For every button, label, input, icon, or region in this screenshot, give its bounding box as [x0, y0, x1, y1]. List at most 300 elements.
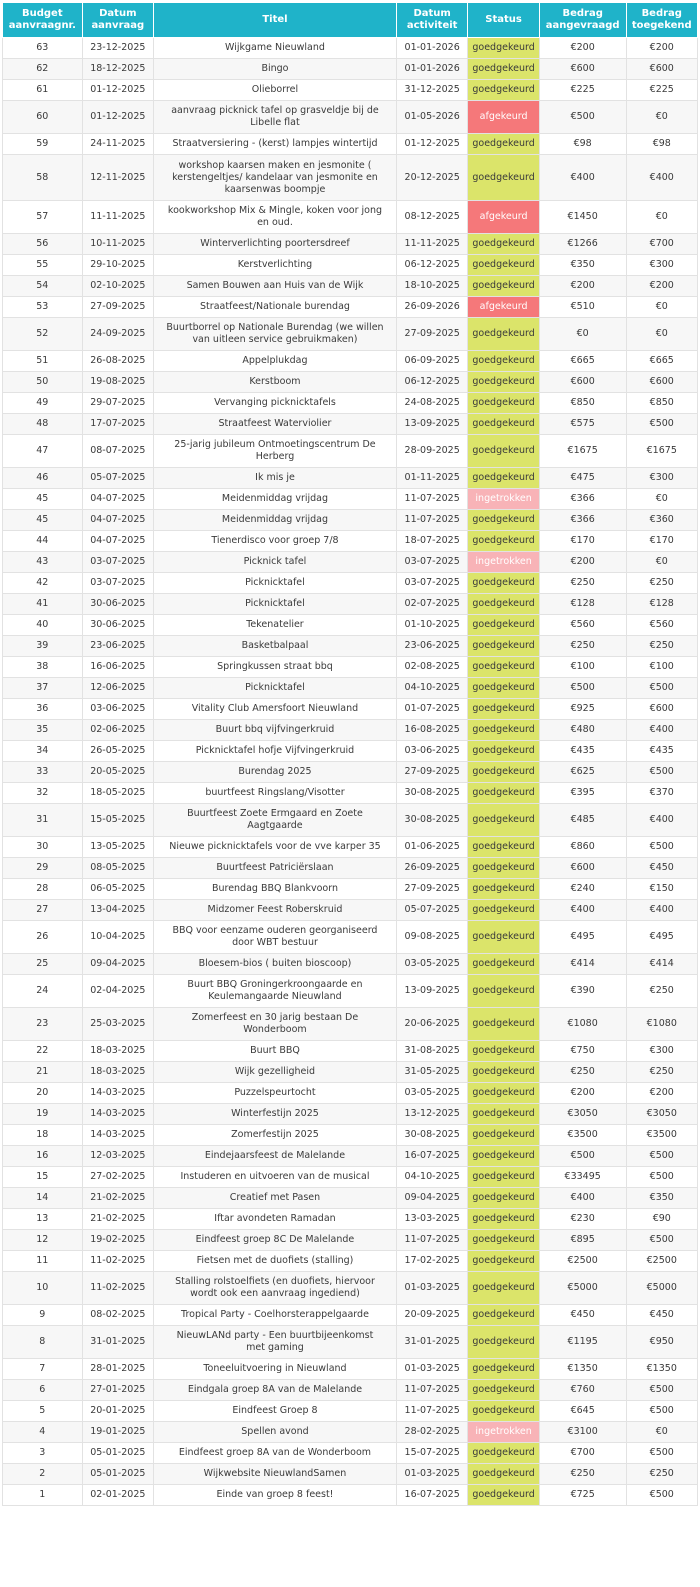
table-row[interactable]: [3, 921, 698, 954]
status-badge: goedgekeurd: [468, 900, 539, 921]
table-row[interactable]: [3, 1443, 698, 1464]
cell-datum-activiteit: 31-12-2025: [396, 80, 467, 101]
cell-datum-aanvraag: 14-03-2025: [82, 1104, 153, 1125]
cell-bedrag-aangevraagd: €128: [539, 594, 626, 615]
status-badge: goedgekeurd: [468, 879, 539, 900]
cell-bedrag-aangevraagd: €250: [539, 1062, 626, 1083]
cell-datum-activiteit: 18-10-2025: [396, 276, 467, 297]
cell-bedrag-aangevraagd: €925: [539, 699, 626, 720]
cell-datum-activiteit: 03-07-2025: [396, 552, 467, 573]
table-row[interactable]: [3, 134, 698, 155]
cell-bedrag-aangevraagd: €395: [539, 783, 626, 804]
cell-titel: Eindgala groep 8A van de Malelande: [154, 1380, 397, 1401]
table-row[interactable]: [3, 720, 698, 741]
cell-datum-activiteit: 23-06-2025: [396, 636, 467, 657]
cell-bedrag-toegekend: €500: [626, 1167, 697, 1188]
status-badge: goedgekeurd: [468, 468, 539, 489]
header-titel[interactable]: Titel: [154, 3, 397, 38]
cell-datum-activiteit: 05-07-2025: [396, 900, 467, 921]
cell-budget-nr: 39: [3, 636, 83, 657]
cell-bedrag-aangevraagd: €600: [539, 59, 626, 80]
table-row[interactable]: [3, 636, 698, 657]
cell-titel: Basketbalpaal: [154, 636, 397, 657]
cell-datum-aanvraag: 26-05-2025: [82, 741, 153, 762]
table-row[interactable]: [3, 762, 698, 783]
header-datum-activiteit[interactable]: Datum activiteit: [396, 3, 467, 38]
cell-titel: Burendag BBQ Blankvoorn: [154, 879, 397, 900]
table-row[interactable]: [3, 1062, 698, 1083]
cell-datum-aanvraag: 11-02-2025: [82, 1251, 153, 1272]
table-row[interactable]: [3, 510, 698, 531]
cell-datum-aanvraag: 26-08-2025: [82, 351, 153, 372]
cell-datum-aanvraag: 18-05-2025: [82, 783, 153, 804]
table-row[interactable]: [3, 372, 698, 393]
cell-titel: Fietsen met de duofiets (stalling): [154, 1251, 397, 1272]
status-badge: afgekeurd: [468, 201, 539, 234]
cell-budget-nr: 60: [3, 101, 83, 134]
table-row[interactable]: [3, 1104, 698, 1125]
cell-datum-activiteit: 30-08-2025: [396, 804, 467, 837]
cell-datum-activiteit: 03-05-2025: [396, 954, 467, 975]
cell-bedrag-toegekend: €90: [626, 1209, 697, 1230]
cell-titel: Picknicktafel: [154, 678, 397, 699]
cell-titel: Appelplukdag: [154, 351, 397, 372]
table-row[interactable]: [3, 1083, 698, 1104]
cell-datum-aanvraag: 03-07-2025: [82, 552, 153, 573]
table-row[interactable]: [3, 594, 698, 615]
cell-datum-activiteit: 09-04-2025: [396, 1188, 467, 1209]
cell-budget-nr: 5: [3, 1401, 83, 1422]
cell-bedrag-toegekend: €400: [626, 155, 697, 201]
cell-budget-nr: 43: [3, 552, 83, 573]
cell-bedrag-toegekend: €500: [626, 837, 697, 858]
cell-datum-activiteit: 31-05-2025: [396, 1062, 467, 1083]
header-status[interactable]: Status: [468, 3, 539, 38]
cell-bedrag-toegekend: €0: [626, 489, 697, 510]
status-badge: goedgekeurd: [468, 1146, 539, 1167]
table-row[interactable]: [3, 741, 698, 762]
status-badge: goedgekeurd: [468, 921, 539, 954]
table-row[interactable]: [3, 954, 698, 975]
status-badge: goedgekeurd: [468, 657, 539, 678]
cell-bedrag-toegekend: €250: [626, 975, 697, 1008]
cell-titel: Meidenmiddag vrijdag: [154, 489, 397, 510]
cell-datum-activiteit: 09-08-2025: [396, 921, 467, 954]
cell-budget-nr: 8: [3, 1326, 83, 1359]
cell-titel: Kerstverlichting: [154, 255, 397, 276]
cell-datum-aanvraag: 02-06-2025: [82, 720, 153, 741]
cell-budget-nr: 29: [3, 858, 83, 879]
table-row[interactable]: [3, 1188, 698, 1209]
cell-bedrag-toegekend: €414: [626, 954, 697, 975]
table-row[interactable]: [3, 1401, 698, 1422]
cell-datum-activiteit: 20-09-2025: [396, 1305, 467, 1326]
table-row[interactable]: [3, 1008, 698, 1041]
cell-datum-aanvraag: 04-07-2025: [82, 489, 153, 510]
cell-datum-aanvraag: 30-06-2025: [82, 594, 153, 615]
status-badge: goedgekeurd: [468, 1401, 539, 1422]
table-row[interactable]: [3, 699, 698, 720]
cell-datum-activiteit: 31-08-2025: [396, 1041, 467, 1062]
cell-bedrag-aangevraagd: €366: [539, 510, 626, 531]
table-row[interactable]: [3, 234, 698, 255]
cell-bedrag-toegekend: €500: [626, 1146, 697, 1167]
cell-budget-nr: 44: [3, 531, 83, 552]
cell-datum-activiteit: 13-03-2025: [396, 1209, 467, 1230]
cell-titel: Wijk gezelligheid: [154, 1062, 397, 1083]
cell-budget-nr: 46: [3, 468, 83, 489]
table-row[interactable]: [3, 1380, 698, 1401]
table-row[interactable]: [3, 38, 698, 59]
cell-bedrag-toegekend: €128: [626, 594, 697, 615]
cell-budget-nr: 55: [3, 255, 83, 276]
cell-bedrag-toegekend: €1675: [626, 435, 697, 468]
cell-titel: Einde van groep 8 feest!: [154, 1485, 397, 1506]
cell-budget-nr: 37: [3, 678, 83, 699]
cell-datum-aanvraag: 02-04-2025: [82, 975, 153, 1008]
cell-datum-aanvraag: 19-08-2025: [82, 372, 153, 393]
status-badge: goedgekeurd: [468, 1272, 539, 1305]
table-row[interactable]: [3, 573, 698, 594]
cell-datum-aanvraag: 02-01-2025: [82, 1485, 153, 1506]
cell-titel: Toneeluitvoering in Nieuwland: [154, 1359, 397, 1380]
cell-bedrag-aangevraagd: €665: [539, 351, 626, 372]
status-badge: goedgekeurd: [468, 1230, 539, 1251]
cell-bedrag-aangevraagd: €1350: [539, 1359, 626, 1380]
cell-titel: Straatfeest/Nationale burendag: [154, 297, 397, 318]
cell-bedrag-toegekend: €98: [626, 134, 697, 155]
cell-bedrag-aangevraagd: €0: [539, 318, 626, 351]
cell-datum-activiteit: 13-09-2025: [396, 414, 467, 435]
table-row[interactable]: [3, 1305, 698, 1326]
cell-budget-nr: 22: [3, 1041, 83, 1062]
cell-titel: Winterverlichting poortersdreef: [154, 234, 397, 255]
table-row[interactable]: [3, 858, 698, 879]
cell-bedrag-toegekend: €0: [626, 552, 697, 573]
cell-bedrag-toegekend: €400: [626, 720, 697, 741]
cell-bedrag-aangevraagd: €1450: [539, 201, 626, 234]
table-row[interactable]: [3, 414, 698, 435]
status-badge: goedgekeurd: [468, 59, 539, 80]
cell-bedrag-toegekend: €950: [626, 1326, 697, 1359]
table-row[interactable]: [3, 1272, 698, 1305]
status-badge: goedgekeurd: [468, 573, 539, 594]
cell-bedrag-toegekend: €0: [626, 101, 697, 134]
cell-datum-aanvraag: 24-09-2025: [82, 318, 153, 351]
cell-bedrag-toegekend: €560: [626, 615, 697, 636]
header-datum-aanvraag[interactable]: Datum aanvraag: [82, 3, 153, 38]
cell-budget-nr: 27: [3, 900, 83, 921]
cell-titel: Buurt BBQ: [154, 1041, 397, 1062]
status-badge: goedgekeurd: [468, 594, 539, 615]
cell-datum-aanvraag: 09-04-2025: [82, 954, 153, 975]
cell-bedrag-toegekend: €600: [626, 372, 697, 393]
cell-bedrag-aangevraagd: €240: [539, 879, 626, 900]
cell-bedrag-toegekend: €1080: [626, 1008, 697, 1041]
cell-titel: Puzzelspeurtocht: [154, 1083, 397, 1104]
cell-titel: Tropical Party - Coelhorsterappelgaarde: [154, 1305, 397, 1326]
table-row[interactable]: [3, 101, 698, 134]
cell-bedrag-toegekend: €500: [626, 1380, 697, 1401]
status-badge: goedgekeurd: [468, 435, 539, 468]
table-row[interactable]: [3, 297, 698, 318]
table-row[interactable]: [3, 1167, 698, 1188]
table-row[interactable]: [3, 255, 698, 276]
cell-bedrag-aangevraagd: €250: [539, 1464, 626, 1485]
cell-budget-nr: 61: [3, 80, 83, 101]
table-row[interactable]: [3, 155, 698, 201]
status-badge: goedgekeurd: [468, 318, 539, 351]
table-row[interactable]: [3, 393, 698, 414]
table-row[interactable]: [3, 975, 698, 1008]
cell-titel: Buurtfeest Patriciërslaan: [154, 858, 397, 879]
cell-datum-aanvraag: 02-10-2025: [82, 276, 153, 297]
table-row[interactable]: [3, 615, 698, 636]
table-row[interactable]: [3, 783, 698, 804]
cell-bedrag-aangevraagd: €575: [539, 414, 626, 435]
cell-budget-nr: 11: [3, 1251, 83, 1272]
status-badge: goedgekeurd: [468, 1209, 539, 1230]
status-badge: goedgekeurd: [468, 393, 539, 414]
cell-bedrag-toegekend: €250: [626, 573, 697, 594]
cell-budget-nr: 52: [3, 318, 83, 351]
table-row[interactable]: [3, 201, 698, 234]
cell-titel: Eindfeest Groep 8: [154, 1401, 397, 1422]
cell-bedrag-toegekend: €100: [626, 657, 697, 678]
cell-bedrag-toegekend: €450: [626, 1305, 697, 1326]
cell-datum-aanvraag: 27-09-2025: [82, 297, 153, 318]
cell-budget-nr: 24: [3, 975, 83, 1008]
table-row[interactable]: [3, 59, 698, 80]
status-badge: goedgekeurd: [468, 1062, 539, 1083]
cell-budget-nr: 19: [3, 1104, 83, 1125]
cell-datum-aanvraag: 12-06-2025: [82, 678, 153, 699]
cell-titel: BBQ voor eenzame ouderen georganiseerd door WBT bestuur: [154, 921, 397, 954]
cell-bedrag-aangevraagd: €510: [539, 297, 626, 318]
status-badge: goedgekeurd: [468, 741, 539, 762]
header-budget-nr[interactable]: Budget aanvraagnr.: [3, 3, 83, 38]
cell-datum-activiteit: 15-07-2025: [396, 1443, 467, 1464]
cell-datum-aanvraag: 17-07-2025: [82, 414, 153, 435]
table-row[interactable]: [3, 1230, 698, 1251]
cell-budget-nr: 4: [3, 1422, 83, 1443]
cell-titel: Zomerfestijn 2025: [154, 1125, 397, 1146]
cell-datum-activiteit: 01-01-2026: [396, 59, 467, 80]
cell-titel: Vervanging picknicktafels: [154, 393, 397, 414]
cell-datum-aanvraag: 12-11-2025: [82, 155, 153, 201]
cell-datum-aanvraag: 05-07-2025: [82, 468, 153, 489]
cell-titel: Picknicktafel: [154, 573, 397, 594]
cell-bedrag-toegekend: €0: [626, 318, 697, 351]
cell-titel: Bloesem-bios ( buiten bioscoop): [154, 954, 397, 975]
table-row[interactable]: [3, 552, 698, 573]
status-badge: goedgekeurd: [468, 1485, 539, 1506]
cell-datum-activiteit: 27-09-2025: [396, 318, 467, 351]
cell-budget-nr: 31: [3, 804, 83, 837]
cell-bedrag-toegekend: €0: [626, 201, 697, 234]
table-row[interactable]: [3, 837, 698, 858]
cell-bedrag-aangevraagd: €475: [539, 468, 626, 489]
table-row[interactable]: [3, 80, 698, 101]
status-badge: goedgekeurd: [468, 1104, 539, 1125]
cell-bedrag-toegekend: €495: [626, 921, 697, 954]
cell-bedrag-toegekend: €200: [626, 38, 697, 59]
status-badge: goedgekeurd: [468, 38, 539, 59]
status-badge: goedgekeurd: [468, 954, 539, 975]
table-row[interactable]: [3, 276, 698, 297]
cell-datum-aanvraag: 14-03-2025: [82, 1125, 153, 1146]
cell-bedrag-toegekend: €300: [626, 1041, 697, 1062]
cell-datum-aanvraag: 18-12-2025: [82, 59, 153, 80]
table-row[interactable]: [3, 1251, 698, 1272]
cell-budget-nr: 63: [3, 38, 83, 59]
cell-datum-aanvraag: 04-07-2025: [82, 531, 153, 552]
cell-datum-aanvraag: 08-07-2025: [82, 435, 153, 468]
cell-titel: Burendag 2025: [154, 762, 397, 783]
cell-bedrag-aangevraagd: €600: [539, 372, 626, 393]
table-row[interactable]: [3, 1326, 698, 1359]
cell-budget-nr: 56: [3, 234, 83, 255]
table-row[interactable]: [3, 1209, 698, 1230]
cell-budget-nr: 32: [3, 783, 83, 804]
table-row[interactable]: [3, 1146, 698, 1167]
table-row[interactable]: [3, 351, 698, 372]
cell-bedrag-toegekend: €250: [626, 636, 697, 657]
cell-bedrag-aangevraagd: €400: [539, 900, 626, 921]
cell-bedrag-toegekend: €500: [626, 762, 697, 783]
cell-bedrag-toegekend: €300: [626, 468, 697, 489]
status-badge: goedgekeurd: [468, 1326, 539, 1359]
cell-datum-aanvraag: 14-03-2025: [82, 1083, 153, 1104]
table-row[interactable]: [3, 1041, 698, 1062]
table-row[interactable]: [3, 1464, 698, 1485]
table-row[interactable]: [3, 531, 698, 552]
table-row[interactable]: [3, 900, 698, 921]
cell-bedrag-aangevraagd: €100: [539, 657, 626, 678]
cell-datum-activiteit: 20-06-2025: [396, 1008, 467, 1041]
cell-titel: Stalling rolstoelfiets (en duofiets, hiervoor wordt ook een aanvraag ingediend): [154, 1272, 397, 1305]
cell-datum-aanvraag: 01-12-2025: [82, 101, 153, 134]
cell-datum-activiteit: 06-12-2025: [396, 372, 467, 393]
table-row[interactable]: [3, 1485, 698, 1506]
table-row[interactable]: [3, 489, 698, 510]
status-badge: goedgekeurd: [468, 1464, 539, 1485]
table-row[interactable]: [3, 879, 698, 900]
cell-bedrag-aangevraagd: €33495: [539, 1167, 626, 1188]
cell-bedrag-aangevraagd: €485: [539, 804, 626, 837]
table-row[interactable]: [3, 468, 698, 489]
cell-datum-aanvraag: 29-07-2025: [82, 393, 153, 414]
cell-datum-activiteit: 01-03-2025: [396, 1464, 467, 1485]
cell-titel: Winterfestijn 2025: [154, 1104, 397, 1125]
cell-bedrag-aangevraagd: €366: [539, 489, 626, 510]
status-badge: afgekeurd: [468, 101, 539, 134]
status-badge: goedgekeurd: [468, 762, 539, 783]
cell-datum-aanvraag: 19-02-2025: [82, 1230, 153, 1251]
cell-bedrag-toegekend: €170: [626, 531, 697, 552]
cell-titel: Iftar avondeten Ramadan: [154, 1209, 397, 1230]
cell-datum-aanvraag: 16-06-2025: [82, 657, 153, 678]
status-badge: goedgekeurd: [468, 80, 539, 101]
cell-datum-aanvraag: 10-11-2025: [82, 234, 153, 255]
cell-datum-aanvraag: 18-03-2025: [82, 1041, 153, 1062]
table-row[interactable]: [3, 318, 698, 351]
cell-bedrag-aangevraagd: €750: [539, 1041, 626, 1062]
cell-bedrag-toegekend: €850: [626, 393, 697, 414]
status-badge: goedgekeurd: [468, 414, 539, 435]
cell-budget-nr: 1: [3, 1485, 83, 1506]
status-badge: goedgekeurd: [468, 510, 539, 531]
cell-bedrag-aangevraagd: €725: [539, 1485, 626, 1506]
cell-titel: Buurt bbq vijfvingerkruid: [154, 720, 397, 741]
table-row[interactable]: [3, 657, 698, 678]
cell-budget-nr: 16: [3, 1146, 83, 1167]
cell-titel: aanvraag picknick tafel op grasveldje bij de Libelle flat: [154, 101, 397, 134]
cell-datum-aanvraag: 19-01-2025: [82, 1422, 153, 1443]
table-row[interactable]: [3, 1359, 698, 1380]
status-badge: goedgekeurd: [468, 1125, 539, 1146]
status-badge: ingetrokken: [468, 489, 539, 510]
cell-titel: buurtfeest Ringslang/Visotter: [154, 783, 397, 804]
cell-datum-aanvraag: 03-07-2025: [82, 573, 153, 594]
cell-titel: Wijkwebsite NieuwlandSamen: [154, 1464, 397, 1485]
cell-titel: Picknicktafel hofje Vijfvingerkruid: [154, 741, 397, 762]
cell-bedrag-aangevraagd: €435: [539, 741, 626, 762]
cell-datum-activiteit: 17-02-2025: [396, 1251, 467, 1272]
cell-bedrag-aangevraagd: €860: [539, 837, 626, 858]
cell-datum-activiteit: 03-06-2025: [396, 741, 467, 762]
cell-datum-aanvraag: 23-12-2025: [82, 38, 153, 59]
cell-budget-nr: 33: [3, 762, 83, 783]
table-row[interactable]: [3, 678, 698, 699]
table-row[interactable]: [3, 1422, 698, 1443]
cell-datum-aanvraag: 24-11-2025: [82, 134, 153, 155]
cell-datum-activiteit: 26-09-2026: [396, 297, 467, 318]
table-row[interactable]: [3, 1125, 698, 1146]
cell-titel: Olieborrel: [154, 80, 397, 101]
cell-datum-aanvraag: 13-05-2025: [82, 837, 153, 858]
cell-datum-aanvraag: 30-06-2025: [82, 615, 153, 636]
table-row[interactable]: [3, 804, 698, 837]
status-badge: ingetrokken: [468, 552, 539, 573]
header-bedrag-toegekend[interactable]: Bedrag toegekend: [626, 3, 697, 38]
cell-titel: Bingo: [154, 59, 397, 80]
cell-bedrag-aangevraagd: €895: [539, 1230, 626, 1251]
cell-titel: Buurtfeest Zoete Ermgaard en Zoete Aagtgaarde: [154, 804, 397, 837]
cell-datum-activiteit: 06-12-2025: [396, 255, 467, 276]
cell-datum-activiteit: 01-05-2026: [396, 101, 467, 134]
table-row[interactable]: [3, 435, 698, 468]
status-badge: ingetrokken: [468, 1422, 539, 1443]
cell-bedrag-aangevraagd: €200: [539, 552, 626, 573]
cell-budget-nr: 28: [3, 879, 83, 900]
cell-titel: Spellen avond: [154, 1422, 397, 1443]
cell-budget-nr: 35: [3, 720, 83, 741]
status-badge: goedgekeurd: [468, 858, 539, 879]
cell-datum-activiteit: 04-10-2025: [396, 1167, 467, 1188]
cell-datum-activiteit: 20-12-2025: [396, 155, 467, 201]
header-bedrag-aangevraagd[interactable]: Bedrag aangevraagd: [539, 3, 626, 38]
cell-datum-activiteit: 01-11-2025: [396, 468, 467, 489]
cell-bedrag-toegekend: €665: [626, 351, 697, 372]
cell-datum-activiteit: 27-09-2025: [396, 762, 467, 783]
cell-bedrag-toegekend: €5000: [626, 1272, 697, 1305]
cell-datum-aanvraag: 11-02-2025: [82, 1272, 153, 1305]
cell-bedrag-toegekend: €0: [626, 297, 697, 318]
cell-datum-aanvraag: 31-01-2025: [82, 1326, 153, 1359]
cell-bedrag-aangevraagd: €500: [539, 1146, 626, 1167]
cell-bedrag-aangevraagd: €450: [539, 1305, 626, 1326]
